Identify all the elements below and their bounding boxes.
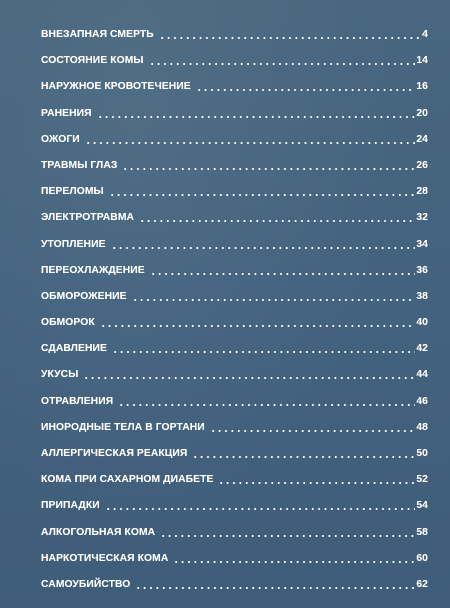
toc-entry-title: УТОПЛЕНИЕ (41, 238, 106, 250)
toc-entry-page-number: 26 (416, 159, 428, 171)
toc-entry-page-number: 28 (416, 186, 428, 198)
toc-entry[interactable] (41, 28, 428, 54)
toc-entry-page-number: 44 (416, 369, 428, 381)
toc-dot-leader (121, 159, 415, 172)
toc-entry-page-number: 40 (416, 317, 428, 329)
toc-dot-leader (138, 211, 415, 224)
toc-dot-leader (209, 421, 416, 434)
toc-entry-page-number: 24 (416, 133, 428, 145)
toc-entry-page-number: 4 (422, 29, 428, 40)
toc-entry-title: ОБМОРОК (41, 317, 95, 329)
toc-dot-leader (159, 526, 415, 539)
toc-dot-leader (84, 133, 416, 146)
toc-entry-title: АЛКОГОЛЬНАЯ КОМА (41, 526, 156, 538)
toc-entry-title: ВНЕЗАПНАЯ СМЕРТЬ (41, 29, 154, 40)
toc-entry-title: ОТРАВЛЕНИЯ (41, 395, 114, 407)
toc-entry-title: ПЕРЕОХЛАЖДЕНИЕ (41, 264, 145, 276)
toc-entry-title: ПРИПАДКИ (41, 500, 100, 512)
toc-entry-page-number: 60 (416, 552, 428, 564)
toc-entry[interactable] (41, 342, 428, 368)
toc-entry-title: НАРУЖНОЕ КРОВОТЕЧЕНИЕ (41, 81, 191, 93)
toc-entry-page-number: 58 (416, 526, 428, 538)
toc-entry-title: САМОУБИЙСТВО (41, 578, 131, 590)
toc-entry[interactable] (41, 368, 428, 394)
toc-entry-page-number: 36 (416, 264, 428, 276)
toc-entry[interactable] (41, 499, 428, 525)
toc-dot-leader (131, 290, 416, 303)
toc-entry-page-number: 46 (416, 395, 428, 407)
toc-entry-title: СОСТОЯНИЕ КОМЫ (41, 55, 144, 67)
toc-dot-leader (217, 473, 415, 486)
toc-entry[interactable] (41, 264, 428, 290)
toc-dot-leader (111, 342, 415, 355)
toc-dot-leader (148, 54, 416, 67)
toc-dot-leader (172, 552, 415, 565)
toc-dot-leader (82, 368, 415, 381)
toc-entry[interactable] (41, 185, 428, 211)
toc-entry[interactable] (41, 473, 428, 499)
toc-entry[interactable] (41, 159, 428, 185)
toc-entry-title: ТРАВМЫ ГЛАЗ (41, 159, 118, 171)
toc-entry[interactable] (41, 447, 428, 473)
toc-entry-title: РАНЕНИЯ (41, 107, 92, 119)
toc-entry[interactable] (41, 395, 428, 421)
toc-dot-leader (149, 264, 416, 277)
toc-entry-title: АЛЛЕРГИЧЕСКАЯ РЕАКЦИЯ (41, 448, 188, 459)
toc-dot-leader (96, 107, 416, 120)
toc-list (41, 28, 428, 604)
toc-entry[interactable] (41, 421, 428, 447)
toc-entry-page-number: 38 (416, 290, 428, 302)
toc-entry-title: ЭЛЕКТРОТРАВМА (41, 212, 135, 224)
toc-dot-leader (117, 395, 415, 408)
toc-entry-page-number: 62 (416, 578, 428, 590)
toc-entry-page-number: 32 (416, 212, 428, 224)
toc-entry[interactable] (41, 80, 428, 106)
toc-entry[interactable] (41, 211, 428, 237)
toc-dot-leader (134, 578, 415, 591)
toc-entry[interactable] (41, 552, 428, 578)
toc-entry-page-number: 52 (416, 474, 428, 486)
toc-dot-leader (108, 185, 416, 198)
toc-entry-page-number: 16 (416, 81, 428, 93)
toc-dot-leader (191, 447, 415, 460)
toc-entry[interactable] (41, 526, 428, 552)
toc-dot-leader (99, 316, 416, 329)
toc-entry-title: СДАВЛЕНИЕ (41, 343, 107, 355)
toc-entry[interactable] (41, 290, 428, 316)
toc-entry-title: ИНОРОДНЫЕ ТЕЛА В ГОРТАНИ (41, 421, 205, 433)
toc-entry-page-number: 50 (416, 448, 428, 459)
toc-entry-title: КОМА ПРИ САХАРНОМ ДИАБЕТЕ (41, 474, 214, 486)
toc-entry-title: УКУСЫ (41, 369, 79, 381)
toc-entry[interactable] (41, 133, 428, 159)
toc-dot-leader (104, 499, 416, 512)
toc-entry-title: ОБМОРОЖЕНИЕ (41, 290, 127, 302)
toc-entry-title: НАРКОТИЧЕСКАЯ КОМА (41, 552, 169, 564)
toc-dot-leader (110, 238, 416, 251)
toc-entry-page-number: 14 (416, 55, 428, 67)
toc-entry[interactable] (41, 54, 428, 80)
toc-entry-page-number: 42 (416, 343, 428, 355)
toc-dot-leader (195, 80, 416, 93)
toc-entry-page-number: 54 (416, 500, 428, 512)
toc-entry-page-number: 20 (416, 107, 428, 119)
toc-entry-title: ОЖОГИ (41, 133, 80, 145)
toc-entry[interactable] (41, 238, 428, 264)
toc-entry[interactable] (41, 316, 428, 342)
toc-entry-page-number: 48 (416, 421, 428, 433)
toc-dot-leader (158, 28, 421, 41)
toc-entry[interactable] (41, 107, 428, 133)
toc-entry-page-number: 34 (416, 238, 428, 250)
toc-entry-title: ПЕРЕЛОМЫ (41, 186, 104, 198)
toc-entry[interactable] (41, 578, 428, 604)
